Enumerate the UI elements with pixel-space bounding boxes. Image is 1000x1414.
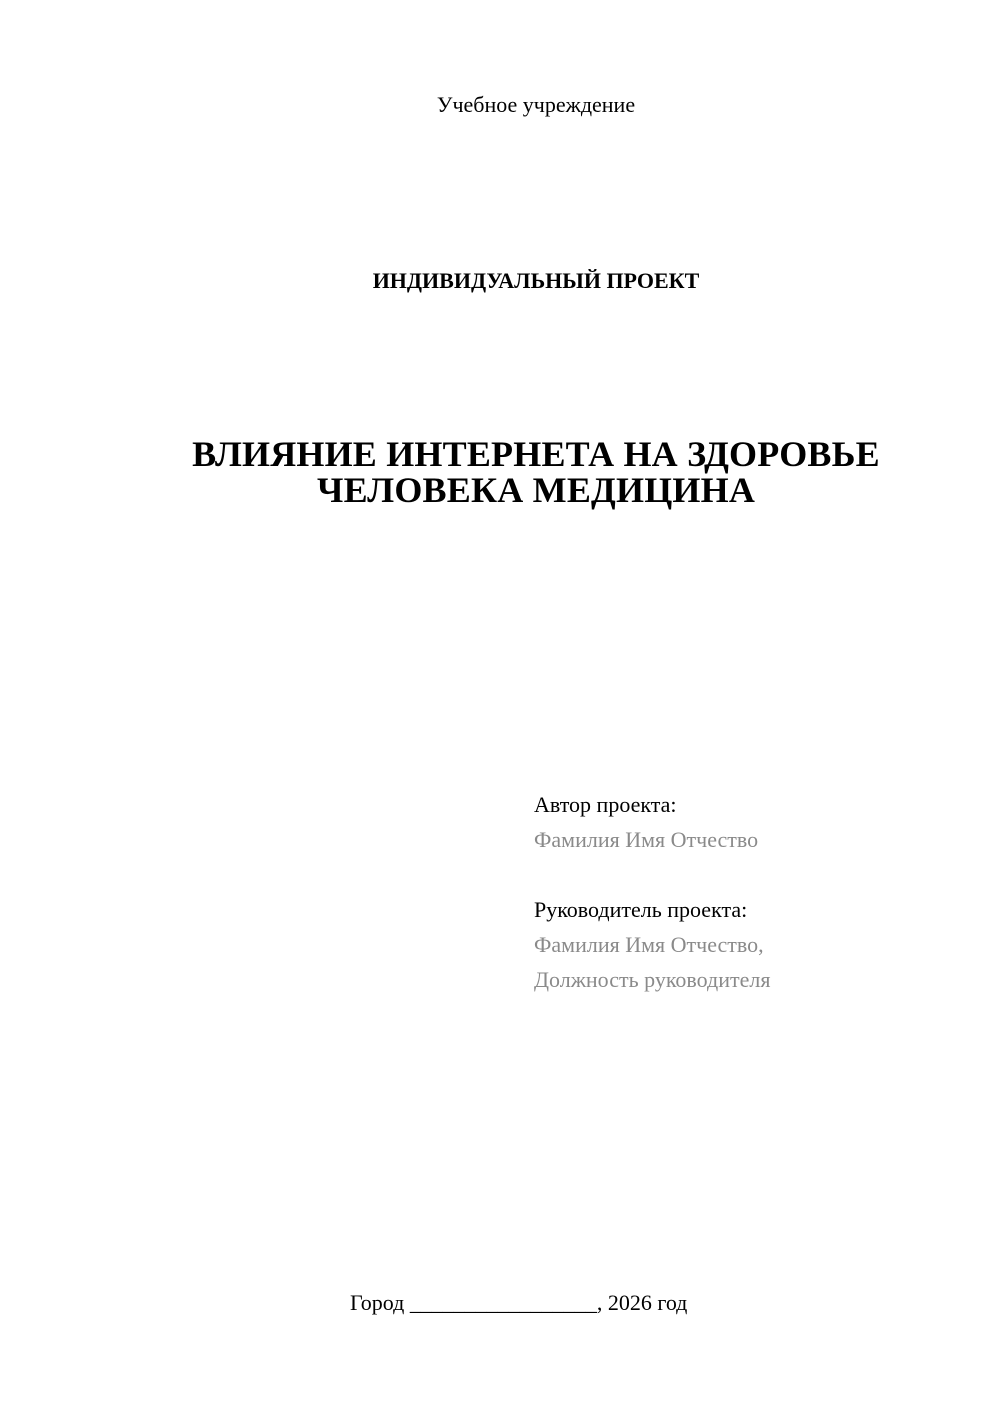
author-block [534, 787, 758, 857]
supervisor-position-placeholder: Должность руководителя [534, 967, 771, 992]
author-name-placeholder: Фамилия Имя Отчество [534, 827, 759, 852]
project-title [136, 436, 936, 508]
project-title-line-2: ЧЕЛОВЕКА МЕДИЦИНА [316, 470, 756, 510]
supervisor-name-placeholder: Фамилия Имя Отчество, [534, 932, 764, 957]
project-type-heading: ИНДИВИДУАЛЬНЫЙ ПРОЕКТ [372, 268, 700, 293]
institution-name: Учебное учреждение [436, 92, 636, 117]
author-label: Автор проекта: [534, 792, 677, 817]
supervisor-label: Руководитель проекта: [534, 897, 748, 922]
city-year-line: Город _________________, 2026 год [350, 1290, 688, 1315]
supervisor-block [534, 892, 770, 997]
project-title-line-1: ВЛИЯНИЕ ИНТЕРНЕТА НА ЗДОРОВЬЕ [192, 434, 880, 474]
